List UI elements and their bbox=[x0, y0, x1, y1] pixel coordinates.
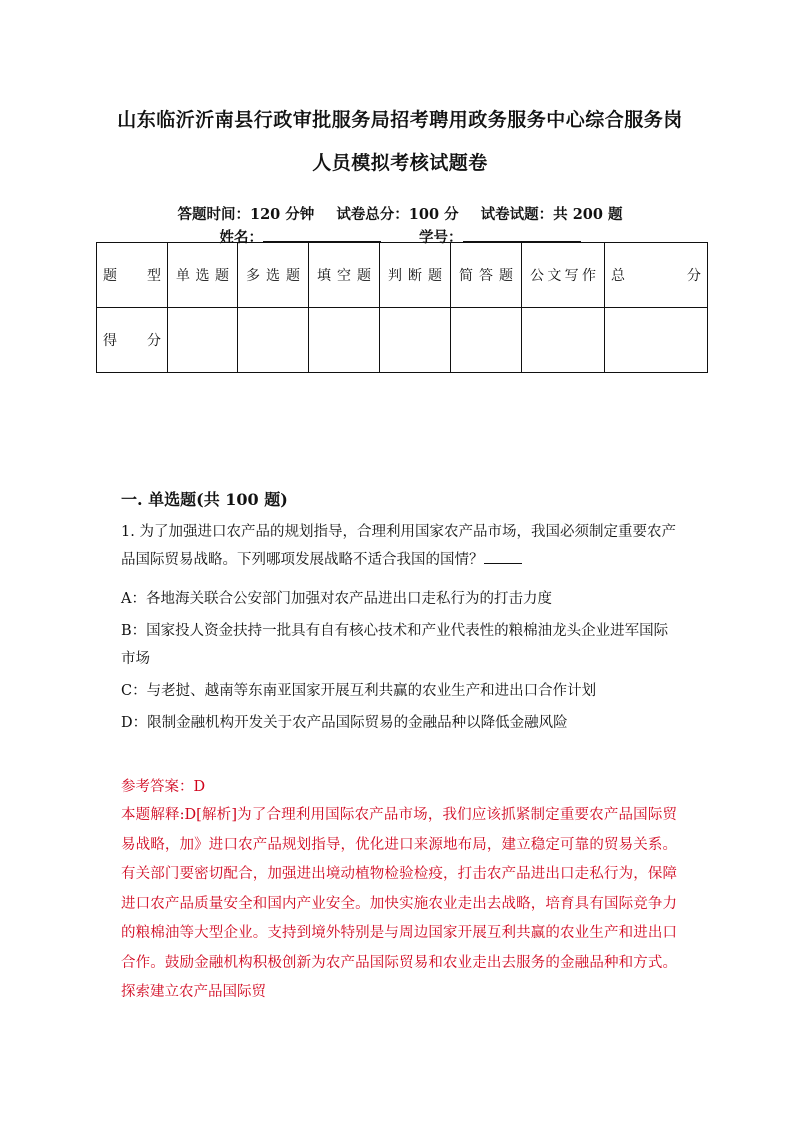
score-cell[interactable] bbox=[238, 308, 309, 373]
header-cell-type: 题 型 bbox=[97, 243, 168, 308]
exam-total-score: 试卷总分：100 分 bbox=[336, 206, 459, 223]
score-table bbox=[96, 242, 708, 373]
answer-blank bbox=[484, 551, 522, 564]
header-cell-single: 单 选 题 bbox=[168, 243, 238, 308]
score-cell[interactable] bbox=[522, 308, 605, 373]
exam-question-count: 试卷试题：共 200 题 bbox=[480, 206, 623, 223]
section-title: 一. 单选题(共 100 题) bbox=[121, 490, 288, 509]
name-blank[interactable] bbox=[263, 228, 381, 242]
id-label: 学号： bbox=[419, 229, 463, 246]
score-table-header-row bbox=[97, 243, 708, 308]
option-c: C：与老挝、越南等东南亚国家开展互利共赢的农业生产和进出口合作计划 bbox=[121, 683, 597, 699]
exam-title-line2: 人员模拟考核试题卷 bbox=[312, 152, 488, 174]
score-cell[interactable] bbox=[309, 308, 380, 373]
question-stem: 1. 为了加强进口农产品的规划指导，合理利用国家农产品市场，我国必须制定重要农产品国际贸易战略。下列哪项发展战略不适合我国的国情？ bbox=[121, 524, 676, 568]
exam-info-row bbox=[0, 203, 800, 224]
score-row-label: 得 分 bbox=[97, 308, 168, 373]
name-label: 姓名： bbox=[219, 229, 263, 246]
score-cell[interactable] bbox=[168, 308, 238, 373]
score-table-score-row bbox=[97, 308, 708, 373]
option-a: A：各地海关联合公安部门加强对农产品进出口走私行为的打击力度 bbox=[121, 591, 552, 607]
option-b: B：国家投人资金扶持一批具有自有核心技术和产业代表性的粮棉油龙头企业进军国际市场 bbox=[121, 623, 669, 667]
reference-answer: 参考答案：D bbox=[121, 779, 206, 795]
header-cell-short: 简 答 题 bbox=[451, 243, 522, 308]
answer-explanation: 本题解释:D[解析]为了合理利用国际农产品市场，我们应该抓紧制定重要农产品国际贸易战略，加》进口农产品规划指导，优化进口来源地布局，建立稳定可靠的贸易关系。有关部门要密切配合，加强进出境动植物检验检疫，打击农产品进出口走私行为，保障进口农产品质量安全和国内产业安全。加快实施农业走出去战略，培育具有国际竞争力的粮棉油等大型企业。支持到境外特别是与周边国家开展互利共赢的农业生产和进出口合作。鼓励金融机构积极创新为农产品国际贸易和农业走出去服务的金融品种和方式。探索建立农产品国际贸 bbox=[121, 807, 677, 1000]
header-cell-total: 总 分 bbox=[605, 243, 708, 308]
score-cell[interactable] bbox=[605, 308, 708, 373]
score-cell[interactable] bbox=[451, 308, 522, 373]
score-cell[interactable] bbox=[380, 308, 451, 373]
header-cell-fill: 填 空 题 bbox=[309, 243, 380, 308]
option-d: D：限制金融机构开发关于农产品国际贸易的金融品种以降低金融风险 bbox=[121, 715, 568, 731]
exam-title-line1: 山东临沂沂南县行政审批服务局招考聘用政务服务中心综合服务岗 bbox=[117, 109, 683, 131]
header-cell-multiple: 多 选 题 bbox=[238, 243, 309, 308]
exam-time: 答题时间：120 分钟 bbox=[177, 206, 315, 223]
header-cell-writing: 公 文 写 作 bbox=[522, 243, 605, 308]
header-cell-judge: 判 断 题 bbox=[380, 243, 451, 308]
id-blank[interactable] bbox=[463, 228, 581, 242]
